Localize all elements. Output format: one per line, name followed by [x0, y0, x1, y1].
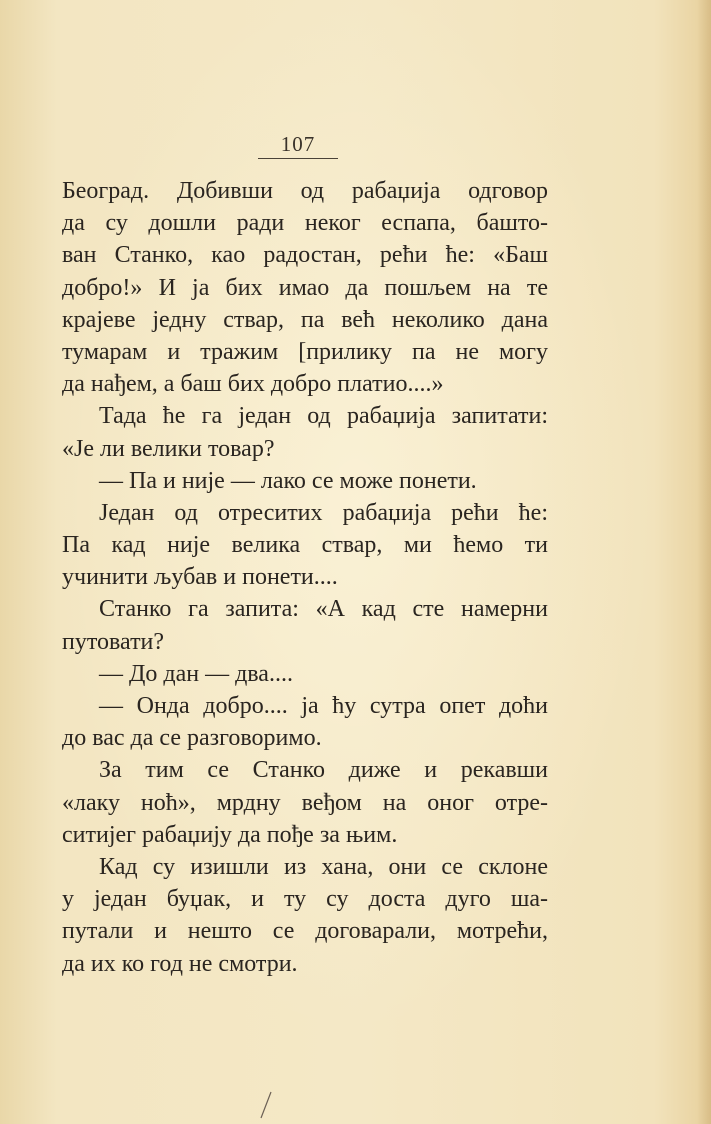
- text-line: «лаку ноћ», мрдну веђом на оног отре-: [62, 789, 548, 816]
- text-line: — Онда добро.... ја ћу сутра опет доћи: [99, 693, 548, 719]
- text-line: учинити љубав и понети....: [62, 564, 338, 591]
- text-line: Један од отреситих рабаџија рећи ће:: [99, 499, 548, 526]
- text-line: — До дан — два....: [99, 660, 293, 687]
- pencil-mark: [258, 1090, 274, 1120]
- text-line: тумарам и тражим [прилику па не могу: [62, 338, 548, 365]
- text-line: путовати?: [62, 628, 165, 655]
- body-text: [62, 175, 548, 980]
- text-line: Тада ће га један од рабаџија запитати:: [99, 403, 548, 430]
- text-line: ван Станко, као радостан, рећи ће: «Баш: [62, 242, 548, 269]
- text-line: За тим се Станко диже и рекавши: [99, 757, 548, 784]
- text-line: Станко га запита: «А кад сте намерни: [99, 596, 548, 623]
- text-line: — Па и није — лако се може понети.: [99, 467, 477, 494]
- text-line: ситијег рабаџију да пође за њим.: [62, 821, 398, 848]
- page-number: 107: [280, 132, 316, 156]
- page-edge-shadow: [697, 0, 711, 1124]
- text-line: Кад су изишли из хана, они се склоне: [99, 853, 548, 880]
- text-line: до вас да се разговоримо.: [62, 725, 322, 752]
- text-line: «Је ли велики товар?: [62, 435, 275, 462]
- text-line: да нађем, а баш бих добро платио....»: [62, 371, 444, 398]
- text-line: Београд. Добивши од рабаџија одговор: [62, 178, 548, 204]
- page-number-rule: [258, 158, 338, 159]
- text-line: да су дошли ради неког еспапа, башто-: [62, 210, 548, 237]
- text-line: у један буџак, и ту су доста дуго ша-: [62, 886, 548, 913]
- text-line: Па кад није велика ствар, ми ћемо ти: [62, 532, 548, 559]
- text-line: да их ко год не смотри.: [62, 950, 298, 977]
- text-line: крајеве једну ствар, па већ неколико дана: [62, 306, 548, 333]
- text-line: добро!» И ја бих имао да пошљем на те: [62, 274, 548, 301]
- text-line: путали и нешто се договарали, мотрећи,: [62, 918, 548, 945]
